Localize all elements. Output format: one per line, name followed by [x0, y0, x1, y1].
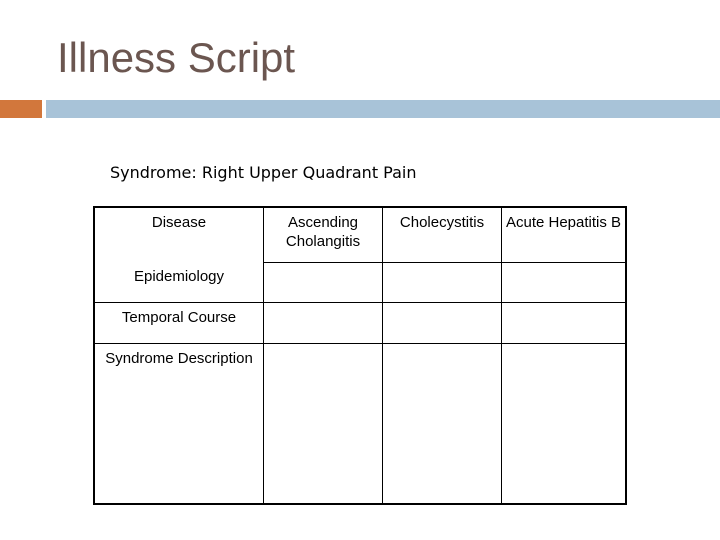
column-header-ascending-cholangitis: Ascending Cholangitis — [285, 214, 361, 250]
accent-bar-orange — [0, 100, 42, 118]
row-divider — [263, 262, 625, 263]
illness-script-table — [93, 206, 627, 505]
slide-title: Illness Script — [57, 34, 296, 81]
syndrome-heading: Syndrome: Right Upper Quadrant Pain — [110, 163, 417, 182]
accent-bar-blue — [46, 100, 720, 118]
column-header-acute-hepatitis-b: Acute Hepatitis B — [505, 214, 622, 231]
column-divider — [501, 208, 502, 503]
row-label-epidemiology: Epidemiology — [133, 268, 225, 285]
column-divider — [382, 208, 383, 503]
row-label-temporal-course: Temporal Course — [121, 309, 237, 326]
column-header-cholecystitis: Cholecystitis — [399, 214, 485, 231]
row-label-syndrome-description: Syndrome Description — [105, 350, 253, 367]
row-divider — [95, 302, 625, 303]
column-divider — [263, 208, 264, 503]
row-divider — [95, 343, 625, 344]
header-disease: Disease — [151, 214, 207, 231]
